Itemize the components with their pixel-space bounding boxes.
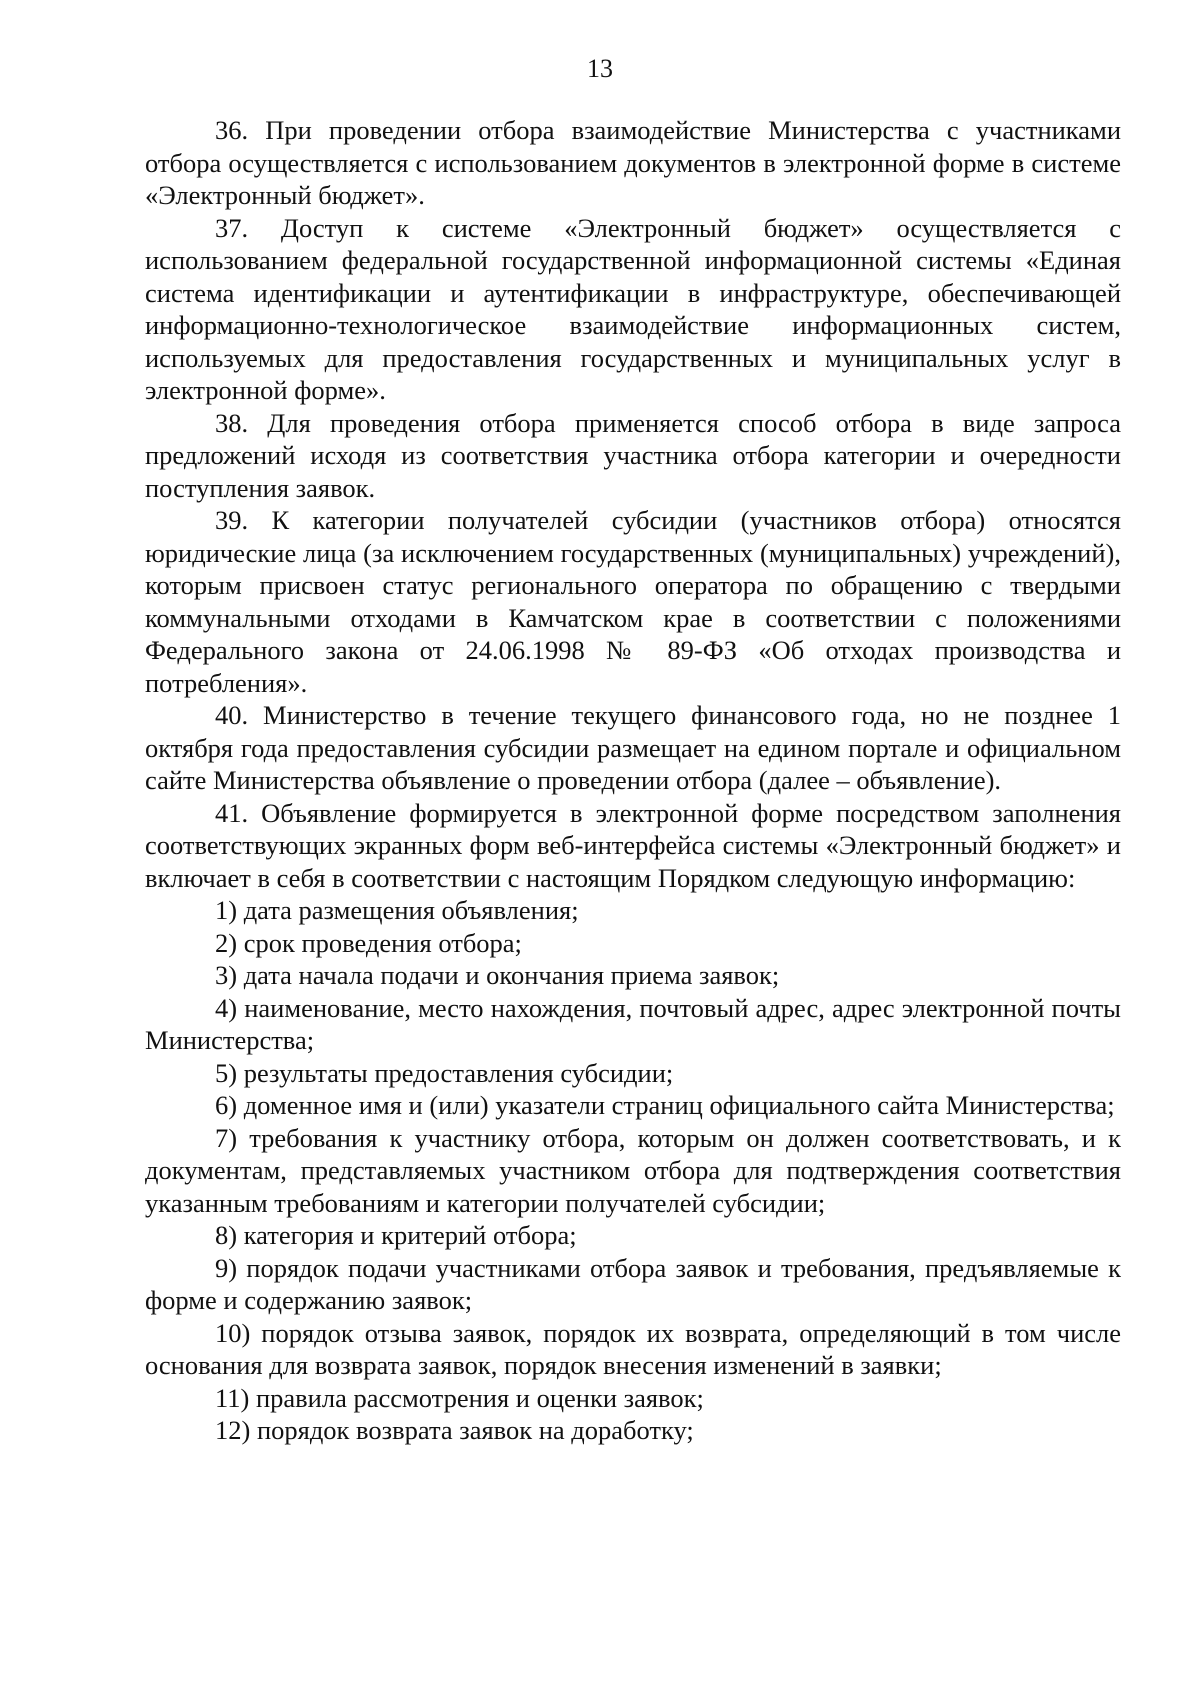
page-number: 13 [587, 54, 613, 83]
list-item-2: 2) срок проведения отбора; [215, 927, 522, 958]
list-item-12: 12) порядок возврата заявок на доработку; [215, 1415, 694, 1445]
paragraph-37: 37. Доступ к системе «Электронный бюджет» осуществляется с использованием федеральной государственной информационной системы «Единая система идентификации и аутентификации в инфраструктуре, обеспечивающей информационно-технологическое взаимодействие информационных систем, используемых для предоставления государственных и муниципальных услуг в электронной форме». [145, 212, 1121, 405]
paragraph-41: 41. Объявление формируется в электронной форме посредством заполнения соответствующих экранных форм веб-интерфейса системы «Электронный бюджет» и включает в себя в соответствии с настоящим Порядком следующую информацию: [145, 797, 1121, 893]
list-item-4: 4) наименование, место нахождения, почтовый адрес, адрес электронной почты Министерства; [145, 992, 1121, 1055]
list-item-6: 6) доменное имя и (или) указатели страниц официального сайта Министерства; [215, 1090, 1115, 1120]
paragraph-39: 39. К категории получателей субсидии (участников отбора) относятся юридические лица (за исключением государственных (муниципальных) учреждений), которым присвоен статус регионального оператора по обращению с твердыми коммунальными отходами в Камчатском крае в соответствии с положениями Федерального закона от 24.06.1998 № 89-ФЗ «Об отходах производства и потребления». [145, 505, 1121, 698]
list-item-10: 10) порядок отзыва заявок, порядок их возврата, определяющий в том числе основания для возврата заявок, порядок внесения изменений в заявки; [145, 1317, 1121, 1380]
list-item-3: 3) дата начала подачи и окончания приема заявок; [215, 960, 780, 990]
paragraph-38: 38. Для проведения отбора применяется способ отбора в виде запроса предложений исходя из соответствия участника отбора категории и очередности поступления заявок. [145, 407, 1121, 503]
paragraph-40: 40. Министерство в течение текущего финансового года, но не позднее 1 октября года предоставления субсидии размещает на едином портале и официальном сайте Министерства объявление о проведении отбора (далее – объявление). [145, 700, 1121, 795]
list-item-11: 11) правила рассмотрения и оценки заявок; [215, 1382, 704, 1413]
list-item-7: 7) требования к участнику отбора, которым он должен соответствовать, и к документам, представляемых участником отбора для подтверждения соответствия указанным требованиям и категории получателей субсидии; [145, 1122, 1121, 1218]
list-item-1: 1) дата размещения объявления; [215, 895, 579, 925]
paragraph-36: 36. При проведении отбора взаимодействие Министерства с участниками отбора осуществляется с использованием документов в электронной форме в системе «Электронный бюджет». [145, 115, 1121, 210]
document-body [145, 114, 1121, 1447]
list-item-9: 9) порядок подачи участниками отбора заявок и требования, предъявляемые к форме и содержанию заявок; [145, 1252, 1121, 1315]
list-item-8: 8) категория и критерий отбора; [215, 1220, 577, 1250]
list-item-5: 5) результаты предоставления субсидии; [215, 1057, 674, 1088]
